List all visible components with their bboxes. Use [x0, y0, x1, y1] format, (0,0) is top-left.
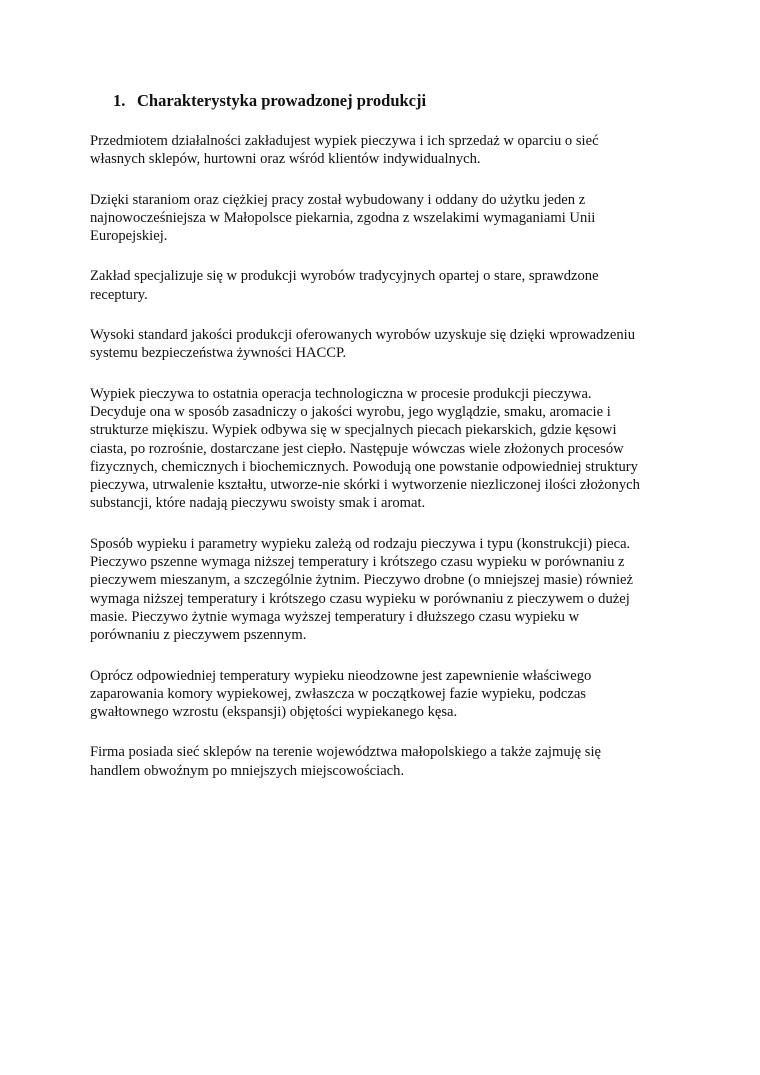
text-line: Przedmiotem działalności zakładujest wypiek pieczywa i ich sprzedaż w oparciu o sieć — [90, 133, 599, 149]
section-title: Charakterystyka prowadzonej produkcji — [137, 91, 427, 110]
text-line: najnowocześniejsza w Małopolsce piekarnia, zgodna z wszelakimi wymaganiami Unii — [90, 209, 596, 226]
text-line: Pieczywo pszenne wymaga niższej temperatury i krótszego czasu wypieku w porównaniu z — [90, 554, 625, 571]
paragraph — [90, 326, 680, 363]
text-line: receptury. — [90, 286, 148, 303]
text-line: własnych sklepów, hurtowni oraz wśród klientów indywidualnych. — [90, 151, 481, 168]
text-line: Zakład specjalizuje się w produkcji wyrobów tradycyjnych opartej o stare, sprawdzone — [90, 268, 599, 285]
text-line: fizycznych, chemicznych i biochemicznych. Powodują one powstanie odpowiedniej struktury — [90, 458, 638, 475]
text-line: Dzięki staraniom oraz ciężkiej pracy został wybudowany i oddany do użytku jeden z — [90, 191, 586, 208]
paragraph — [90, 535, 680, 645]
text-line: handlem obwoźnym po mniejszych miejscowościach. — [90, 762, 405, 779]
text-line: substancji, które nadają pieczywu swoisty smak i aromat. — [90, 495, 426, 512]
paragraph — [90, 132, 680, 169]
paragraph — [90, 267, 680, 304]
text-line: Oprócz odpowiedniej temperatury wypieku nieodzowne jest zapewnienie właściwego — [90, 667, 592, 684]
text-line: Europejskiej. — [90, 228, 168, 245]
text-line: pieczywem mieszanym, a szczególnie żytnim. Pieczywo drobne (o mniejszej masie) również — [90, 572, 634, 589]
text-line: Decyduje ona w sposób zasadniczy o jakości wyrobu, jego wyglądzie, smaku, aromacie i — [90, 403, 611, 420]
text-line: porównaniu z pieczywem pszennym. — [90, 627, 307, 644]
text-line: wymaga niższej temperatury i krótszego czasu wypieku w porównaniu z pieczywem o dużej — [90, 590, 630, 607]
paragraph — [90, 191, 680, 246]
text-line: ciasta, po rozrośnie, dostarczane jest ciepło. Następuje wówczas wiele złożonych procesów — [90, 440, 624, 457]
text-line: strukturze miękiszu. Wypiek odbywa się w specjalnych piecach piekarskich, gdzie kęsowi — [90, 422, 617, 439]
text-line: pieczywa, utrwalenie kształtu, utworze-nie skórki i wytworzenie niezliczonej ilości złożonych — [90, 477, 640, 494]
text-line: Firma posiada sieć sklepów na terenie województwa małopolskiego a także zajmuję się — [90, 744, 602, 761]
section-heading — [113, 90, 426, 112]
paragraph — [90, 385, 680, 513]
document-body — [90, 132, 680, 802]
section-number: 1. — [113, 91, 126, 110]
text-line: masie. Pieczywo żytnie wymaga wyższej temperatury i dłuższego czasu wypieku w — [90, 608, 580, 625]
text-line: Wypiek pieczywa to ostatnia operacja technologiczna w procesie produkcji pieczywa. — [90, 385, 592, 402]
text-line: systemu bezpieczeństwa żywności HACCP. — [90, 345, 347, 362]
paragraph — [90, 667, 680, 722]
text-line: zaparowania komory wypiekowej, zwłaszcza w początkowej fazie wypieku, podczas — [90, 685, 586, 702]
text-line: Wysoki standard jakości produkcji oferowanych wyrobów uzyskuje się dzięki wprowadzeniu — [90, 327, 636, 344]
text-line: gwałtownego wzrostu (ekspansji) objętości wypiekanego kęsa. — [90, 704, 458, 721]
text-line: Sposób wypieku i parametry wypieku zależą od rodzaju pieczywa i typu (konstrukcji) pieca. — [90, 535, 631, 552]
paragraph — [90, 743, 680, 780]
